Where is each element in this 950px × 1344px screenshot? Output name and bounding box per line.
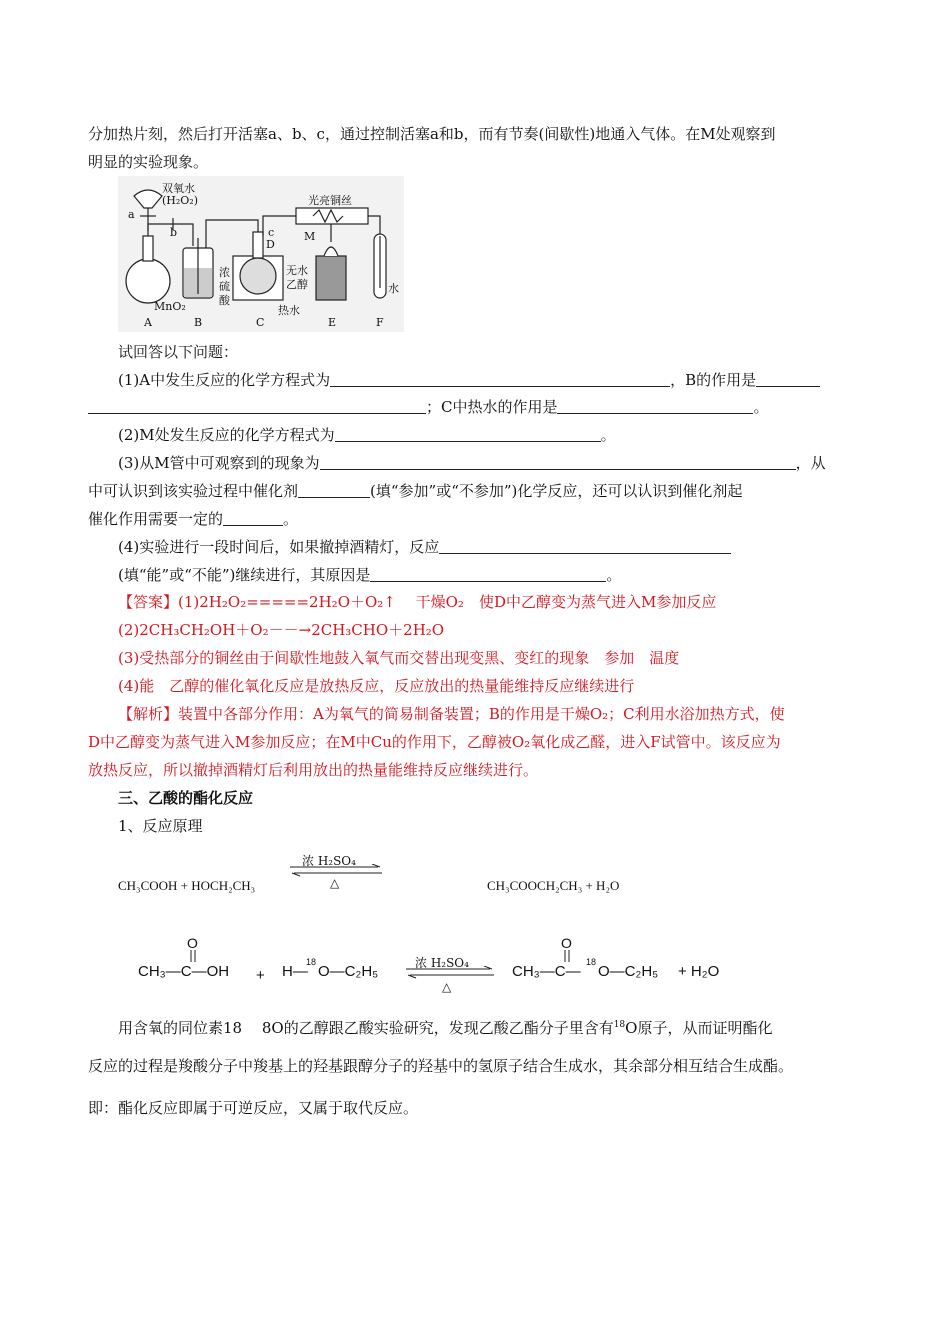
q1-blank-3[interactable] (88, 399, 426, 414)
intro-line-1: 分加热片刻，然后打开活塞a、b、c，通过控制活塞a和b，而有节奏(间歇性)地通入气体。在M处观察到 (88, 125, 776, 143)
analysis-line-1 (118, 704, 785, 724)
question-3-line-2 (88, 481, 742, 501)
answer-3: (3)受热部分的铜丝由于间歇性地鼓入氧气而交替出现变黑、变红的现象 参加 温度 (118, 649, 680, 667)
eq1-left: CH₃COOH + HOCH₂CH₃ (118, 878, 256, 893)
question-1-line-2 (88, 397, 769, 417)
label-F: F (376, 316, 384, 329)
q4-blank-2[interactable] (370, 567, 606, 582)
label-acid-1: 浓 (219, 266, 230, 279)
eq1-right: CH₃COOCH₂CH₃ + H₂O (487, 878, 620, 893)
label-a: a (128, 208, 135, 221)
label-copper: 光亮铜丝 (308, 194, 352, 207)
q4-blank-1[interactable] (439, 539, 731, 554)
label-E: E (328, 316, 337, 329)
eq2-alcohol-rest: O—C₂H₅ (318, 963, 379, 980)
intro-line-2: 明显的实验现象。 (88, 153, 209, 171)
label-ethanol-2: 乙醇 (286, 278, 308, 291)
eq1-heat: △ (330, 876, 340, 890)
answer-2: (2)2CH₃CH₂OH＋O₂－－→2CH₃CHO＋2H₂O (118, 621, 445, 639)
explain-text-1a: 用含氧的同位素18 8O的乙醇跟乙酸实验研究，发现乙酸乙酯分子里含有 (118, 1019, 614, 1037)
q1-text-b: ，B的作用是 (670, 371, 757, 389)
explain-line-2: 反应的过程是羧酸分子中羧基上的羟基跟醇分子的羟基中的氢原子结合生成水，其余部分相互结合生成酯。 (88, 1057, 794, 1075)
answer-4: (4)能 乙醇的催化氧化反应是放热反应，反应放出的热量能维持反应继续进行 (118, 677, 635, 695)
analysis-tag: 【解析】 (118, 705, 179, 723)
explain-line-3: 即：酯化反应即属于可逆反应，又属于取代反应。 (88, 1099, 419, 1117)
eq2-catalyst: 浓 H₂SO₄ (415, 956, 469, 970)
explain-line-1 (118, 1018, 772, 1038)
section-subtitle: 1、反应原理 (118, 817, 203, 835)
apparatus-figure (118, 176, 404, 332)
label-A: A (144, 316, 152, 329)
eq2-double-bond-2 (561, 950, 575, 964)
q3-text-f: 。 (283, 510, 299, 528)
label-m: M (304, 230, 316, 243)
eq2-reversible-arrow (402, 966, 498, 980)
eq2-isotope: 18 (306, 957, 317, 967)
q3-text-e: 催化作用需要一定的 (88, 510, 224, 528)
eq2-plus-1: + (256, 967, 265, 984)
eq2-heat: △ (442, 980, 452, 994)
eq1-catalyst: 浓 H₂SO₄ (302, 854, 356, 868)
question-3-line-1 (118, 453, 826, 473)
label-C: C (256, 316, 265, 329)
q1-blank-4[interactable] (557, 399, 753, 414)
questions-lead: 试回答以下问题： (118, 343, 239, 361)
analysis-line-2: D中乙醇变为蒸气进入M参加反应；在M中Cu的作用下，乙醇被O₂氧化成乙醛，进入F试管中。该反应为 (88, 733, 781, 751)
answer-1: (1)2H₂O₂=====2H₂O＋O₂↑ 干燥O₂ 使D中乙醇变为蒸气进入M参加反应 (178, 593, 717, 611)
explain-isotope: 18 (613, 1020, 626, 1030)
eq2-ester-a: CH₃—C— (512, 963, 581, 980)
q3-blank-1[interactable] (320, 455, 796, 470)
label-hotwater: 热水 (278, 304, 300, 317)
label-mno2: MnO₂ (154, 300, 186, 313)
q3-text-c: 中可认识到该实验过程中催化剂 (88, 482, 299, 500)
q1-text-d: 。 (753, 398, 769, 416)
q4-text-a: (4)实验进行一段时间后，如果撤掉酒精灯，反应 (118, 538, 440, 556)
label-water: 水 (388, 282, 399, 295)
label-acid-2: 硫 (219, 280, 230, 293)
q1-blank-1[interactable] (330, 372, 670, 387)
label-b: b (170, 226, 178, 239)
eq2-carbonyl-o-2: O (561, 935, 572, 951)
q3-blank-3[interactable] (223, 511, 283, 526)
section-title: 三、乙酸的酯化反应 (118, 789, 254, 807)
q3-text-b: ，从 (795, 454, 826, 472)
eq2-alcohol-h: H— (282, 963, 308, 980)
analysis-line-3: 放热反应，所以撤掉酒精灯后利用放出的热量能维持反应继续进行。 (88, 761, 539, 779)
q1-blank-2[interactable] (756, 372, 820, 387)
q2-text-b: 。 (600, 426, 616, 444)
label-ethanol-1: 无水 (286, 264, 308, 277)
q2-blank[interactable] (335, 427, 601, 442)
label-c: c (268, 226, 275, 239)
q3-blank-2[interactable] (298, 483, 370, 498)
q4-text-b: (填“能”或“不能”)继续进行，其原因是 (118, 566, 371, 584)
eq2-double-bond-1 (187, 950, 201, 964)
q3-text-a: (3)从M管中可观察到的现象为 (118, 454, 320, 472)
label-B: B (194, 316, 203, 329)
eq2-acid: CH₃—C—OH (138, 963, 230, 980)
eq2-ester-b: O—C₂H₅ (598, 963, 659, 980)
question-4-line-1 (118, 537, 731, 557)
eq2-water: + H₂O (678, 963, 720, 980)
answer-line-1 (118, 592, 716, 612)
question-1-line-1 (118, 370, 820, 390)
question-3-line-3 (88, 509, 298, 529)
eq2-ester-isotope: 18 (586, 957, 597, 967)
q1-text-c: ；C中热水的作用是 (426, 398, 558, 416)
explain-text-1b: O原子，从而证明酯化 (625, 1019, 773, 1037)
q1-text-a: (1)A中发生反应的化学方程式为 (118, 371, 331, 389)
q3-text-d: (填“参加”或“不参加”)化学反应，还可以认识到催化剂起 (370, 482, 743, 500)
analysis-text-1: 装置中各部分作用：A为氧气的简易制备装置；B的作用是干燥O₂；C利用水浴加热方式，使 (178, 705, 785, 723)
question-4-line-2 (118, 565, 621, 585)
label-h2o2: 双氧水 (162, 182, 195, 195)
answer-tag: 【答案】 (118, 593, 179, 611)
label-h2o2-formula: (H₂O₂) (162, 194, 199, 207)
eq2-carbonyl-o-1: O (187, 935, 198, 951)
q4-text-c: 。 (606, 566, 622, 584)
question-2 (118, 425, 616, 445)
q2-text-a: (2)M处发生反应的化学方程式为 (118, 426, 335, 444)
label-acid-3: 酸 (219, 294, 230, 307)
label-d: D (266, 238, 275, 251)
